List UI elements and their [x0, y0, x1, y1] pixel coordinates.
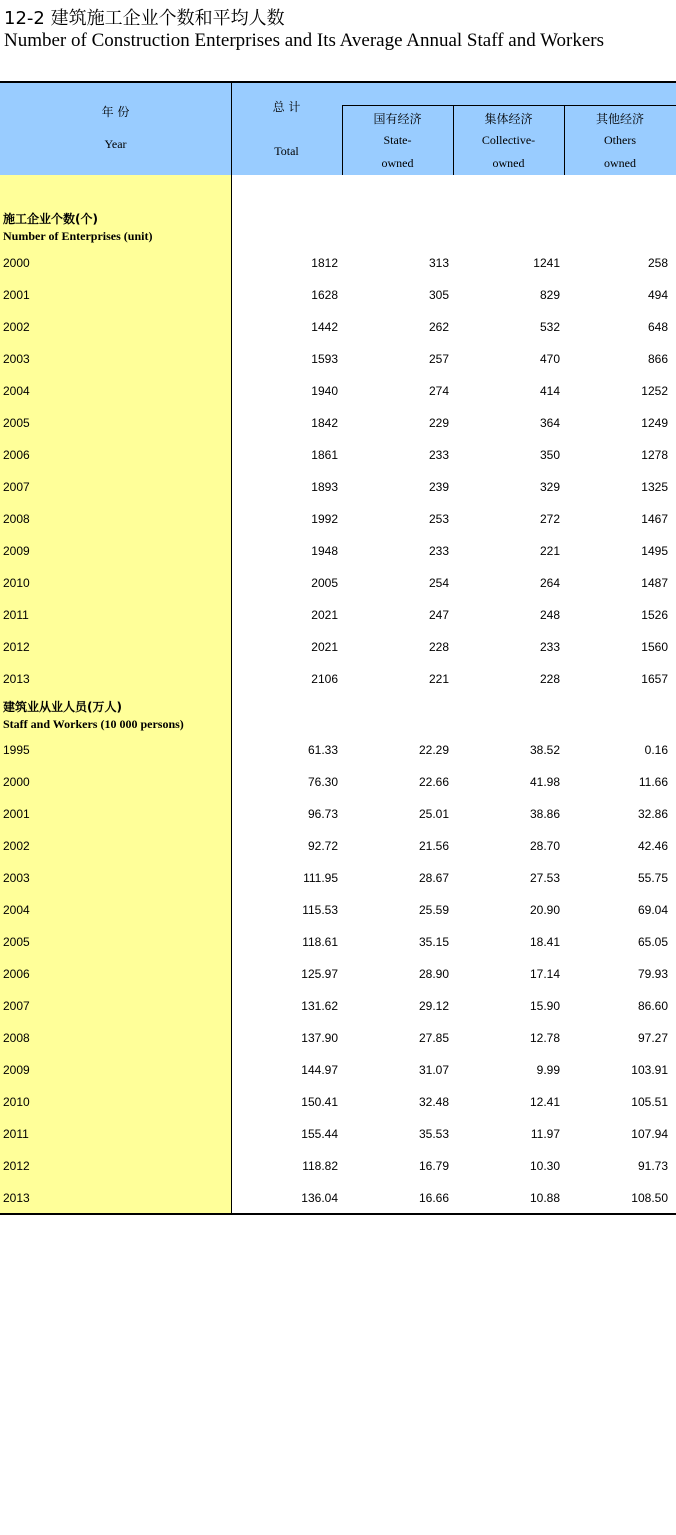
cell-year: 2009 [3, 1063, 30, 1077]
cell-total: 144.97 [301, 1063, 338, 1077]
table-row [0, 1063, 676, 1081]
cell-others-owned: 1467 [641, 512, 668, 526]
header-state-cn: 国有经济 [373, 112, 422, 126]
cell-state-owned: 32.48 [418, 1095, 449, 1109]
cell-year: 2005 [3, 935, 30, 949]
cell-year: 2012 [3, 1159, 30, 1173]
section-title-en: Number of Enterprises (unit) [3, 229, 153, 243]
cell-total: 118.61 [302, 935, 338, 949]
header-others-en2: owned [604, 156, 636, 170]
table-row [0, 416, 676, 434]
cell-collective-owned: 272 [539, 512, 560, 526]
section-title-cn: 建筑业从业人员(万人) [3, 700, 122, 714]
cell-total: 115.53 [302, 903, 338, 917]
cell-others-owned: 0.16 [644, 743, 668, 757]
cell-others-owned: 79.93 [637, 967, 668, 981]
cell-collective-owned: 264 [539, 576, 560, 590]
cell-state-owned: 305 [428, 288, 449, 302]
cell-collective-owned: 221 [539, 544, 560, 558]
cell-others-owned: 1278 [641, 448, 668, 462]
cell-others-owned: 1657 [641, 672, 668, 686]
cell-total: 1593 [311, 352, 338, 366]
cell-state-owned: 16.79 [418, 1159, 449, 1173]
table-row [0, 544, 676, 562]
cell-others-owned: 108.50 [631, 1191, 668, 1205]
cell-others-owned: 1249 [641, 416, 668, 430]
cell-collective-owned: 18.41 [529, 935, 560, 949]
header-total-cn: 总 计 [272, 100, 301, 114]
cell-collective-owned: 470 [539, 352, 560, 366]
cell-year: 2003 [3, 871, 30, 885]
section-title-en: Staff and Workers (10 000 persons) [3, 717, 184, 731]
cell-year: 2004 [3, 903, 30, 917]
cell-others-owned: 55.75 [637, 871, 668, 885]
cell-state-owned: 31.07 [418, 1063, 449, 1077]
cell-total: 92.72 [307, 839, 338, 853]
cell-state-owned: 29.12 [418, 999, 449, 1013]
cell-collective-owned: 10.88 [529, 1191, 560, 1205]
cell-year: 2010 [3, 576, 30, 590]
table-row [0, 1127, 676, 1145]
cell-state-owned: 233 [428, 544, 449, 558]
cell-collective-owned: 532 [539, 320, 560, 334]
cell-collective-owned: 27.53 [529, 871, 560, 885]
cell-total: 1628 [311, 288, 338, 302]
table-row [0, 608, 676, 626]
cell-collective-owned: 12.41 [529, 1095, 560, 1109]
table-row [0, 352, 676, 370]
cell-year: 2001 [3, 288, 30, 302]
cell-year: 2003 [3, 352, 30, 366]
cell-state-owned: 233 [428, 448, 449, 462]
cell-year: 2007 [3, 480, 30, 494]
cell-state-owned: 28.67 [418, 871, 449, 885]
cell-collective-owned: 9.99 [536, 1063, 560, 1077]
cell-total: 2106 [311, 672, 338, 686]
cell-state-owned: 27.85 [418, 1031, 449, 1045]
cell-total: 2021 [311, 640, 338, 654]
cell-state-owned: 247 [428, 608, 449, 622]
cell-year: 2002 [3, 839, 30, 853]
table-row [0, 1191, 676, 1209]
table-row [0, 871, 676, 889]
cell-others-owned: 69.04 [637, 903, 668, 917]
cell-collective-owned: 12.78 [529, 1031, 560, 1045]
cell-year: 2007 [3, 999, 30, 1013]
header-collective-en1: Collective- [481, 133, 536, 147]
table-row [0, 839, 676, 857]
cell-state-owned: 239 [428, 480, 449, 494]
cell-total: 150.41 [301, 1095, 338, 1109]
cell-collective-owned: 1241 [533, 256, 560, 270]
table-header [0, 83, 676, 175]
cell-year: 2000 [3, 256, 30, 270]
cell-others-owned: 86.60 [637, 999, 668, 1013]
cell-total: 131.62 [301, 999, 338, 1013]
cell-year: 2010 [3, 1095, 30, 1109]
table-row [0, 320, 676, 338]
cell-year: 2011 [3, 608, 29, 622]
title-english: Number of Construction Enterprises and Its Average Annual Staff and Workers [4, 30, 605, 51]
cell-others-owned: 866 [647, 352, 668, 366]
table-row [0, 640, 676, 658]
cell-year: 2009 [3, 544, 30, 558]
table-row [0, 1031, 676, 1049]
header-subrule [342, 105, 676, 106]
cell-collective-owned: 233 [539, 640, 560, 654]
table-row [0, 1159, 676, 1177]
cell-others-owned: 11.66 [638, 775, 668, 789]
cell-collective-owned: 350 [539, 448, 560, 462]
cell-total: 118.82 [302, 1159, 338, 1173]
cell-total: 2005 [311, 576, 338, 590]
cell-state-owned: 228 [428, 640, 449, 654]
cell-state-owned: 262 [428, 320, 449, 334]
table-row [0, 999, 676, 1017]
header-collective-en2: owned [492, 156, 525, 170]
cell-collective-owned: 414 [539, 384, 560, 398]
cell-state-owned: 25.01 [418, 807, 449, 821]
table-row [0, 288, 676, 306]
cell-collective-owned: 228 [539, 672, 560, 686]
cell-total: 125.97 [301, 967, 338, 981]
cell-state-owned: 22.29 [418, 743, 449, 757]
cell-year: 2011 [3, 1127, 29, 1141]
cell-state-owned: 28.90 [418, 967, 449, 981]
cell-total: 76.30 [307, 775, 338, 789]
table-row [0, 967, 676, 985]
table-row [0, 256, 676, 274]
cell-collective-owned: 28.70 [529, 839, 560, 853]
table-row [0, 512, 676, 530]
header-others-cn: 其他经济 [595, 112, 644, 126]
cell-total: 61.33 [307, 743, 338, 757]
table-row [0, 480, 676, 498]
header-divider [231, 83, 232, 175]
cell-others-owned: 97.27 [637, 1031, 668, 1045]
table-bottom-rule [0, 1213, 676, 1215]
cell-state-owned: 274 [428, 384, 449, 398]
cell-year: 2008 [3, 512, 30, 526]
cell-year: 2013 [3, 672, 30, 686]
cell-total: 1842 [311, 416, 338, 430]
cell-others-owned: 494 [647, 288, 668, 302]
cell-others-owned: 32.86 [637, 807, 668, 821]
cell-year: 2008 [3, 1031, 30, 1045]
header-total-en: Total [274, 144, 299, 158]
cell-collective-owned: 41.98 [529, 775, 560, 789]
cell-year: 2012 [3, 640, 30, 654]
cell-others-owned: 107.94 [631, 1127, 668, 1141]
header-year-cn: 年 份 [101, 105, 130, 119]
cell-total: 136.04 [301, 1191, 338, 1205]
header-state-en1: State- [383, 133, 412, 147]
cell-total: 1893 [311, 480, 338, 494]
cell-year: 2006 [3, 967, 30, 981]
cell-others-owned: 1526 [641, 608, 668, 622]
cell-state-owned: 22.66 [418, 775, 449, 789]
cell-collective-owned: 20.90 [529, 903, 560, 917]
cell-total: 96.73 [307, 807, 338, 821]
table-row [0, 448, 676, 466]
cell-state-owned: 313 [428, 256, 449, 270]
cell-total: 155.44 [301, 1127, 338, 1141]
cell-state-owned: 229 [428, 416, 449, 430]
cell-total: 111.95 [303, 871, 338, 885]
cell-others-owned: 258 [647, 256, 668, 270]
cell-others-owned: 103.91 [631, 1063, 668, 1077]
cell-others-owned: 105.51 [631, 1095, 668, 1109]
cell-year: 2000 [3, 775, 30, 789]
header-collective-cn: 集体经济 [484, 112, 533, 126]
table-row [0, 807, 676, 825]
header-state-en2: owned [381, 156, 414, 170]
cell-state-owned: 21.56 [418, 839, 449, 853]
cell-collective-owned: 38.86 [529, 807, 560, 821]
cell-collective-owned: 829 [539, 288, 560, 302]
cell-collective-owned: 248 [539, 608, 560, 622]
cell-collective-owned: 11.97 [530, 1127, 560, 1141]
cell-state-owned: 35.15 [418, 935, 449, 949]
cell-state-owned: 254 [428, 576, 449, 590]
cell-year: 2001 [3, 807, 30, 821]
cell-others-owned: 1252 [641, 384, 668, 398]
table-row [0, 1095, 676, 1113]
cell-state-owned: 257 [428, 352, 449, 366]
cell-total: 1992 [311, 512, 338, 526]
header-year-en: Year [104, 137, 127, 151]
cell-state-owned: 16.66 [418, 1191, 449, 1205]
cell-total: 1442 [311, 320, 338, 334]
cell-year: 2006 [3, 448, 30, 462]
cell-collective-owned: 15.90 [529, 999, 560, 1013]
cell-year: 2004 [3, 384, 30, 398]
cell-total: 1948 [311, 544, 338, 558]
title-chinese: 12-2 建筑施工企业个数和平均人数 [4, 8, 285, 29]
header-others-en1: Others [604, 133, 636, 147]
table-row [0, 903, 676, 921]
cell-others-owned: 1495 [641, 544, 668, 558]
cell-total: 2021 [311, 608, 338, 622]
cell-collective-owned: 38.52 [529, 743, 560, 757]
table-row [0, 935, 676, 953]
cell-collective-owned: 10.30 [529, 1159, 560, 1173]
cell-others-owned: 91.73 [637, 1159, 668, 1173]
cell-collective-owned: 329 [539, 480, 560, 494]
cell-others-owned: 42.46 [637, 839, 668, 853]
table-row [0, 576, 676, 594]
cell-total: 1940 [311, 384, 338, 398]
cell-others-owned: 1487 [641, 576, 668, 590]
table-row [0, 743, 676, 761]
cell-year: 2002 [3, 320, 30, 334]
cell-state-owned: 253 [428, 512, 449, 526]
section-title-cn: 施工企业个数(个) [3, 212, 98, 226]
cell-year: 2005 [3, 416, 30, 430]
cell-state-owned: 25.59 [418, 903, 449, 917]
cell-collective-owned: 364 [539, 416, 560, 430]
cell-year: 1995 [3, 743, 30, 757]
cell-state-owned: 221 [428, 672, 449, 686]
table-row [0, 672, 676, 690]
cell-total: 1812 [311, 256, 338, 270]
cell-others-owned: 648 [647, 320, 668, 334]
table-row [0, 384, 676, 402]
cell-year: 2013 [3, 1191, 30, 1205]
cell-state-owned: 35.53 [418, 1127, 449, 1141]
cell-total: 1861 [311, 448, 338, 462]
cell-others-owned: 1325 [641, 480, 668, 494]
cell-others-owned: 1560 [641, 640, 668, 654]
cell-collective-owned: 17.14 [529, 967, 560, 981]
table-row [0, 775, 676, 793]
cell-total: 137.90 [301, 1031, 338, 1045]
cell-others-owned: 65.05 [637, 935, 668, 949]
